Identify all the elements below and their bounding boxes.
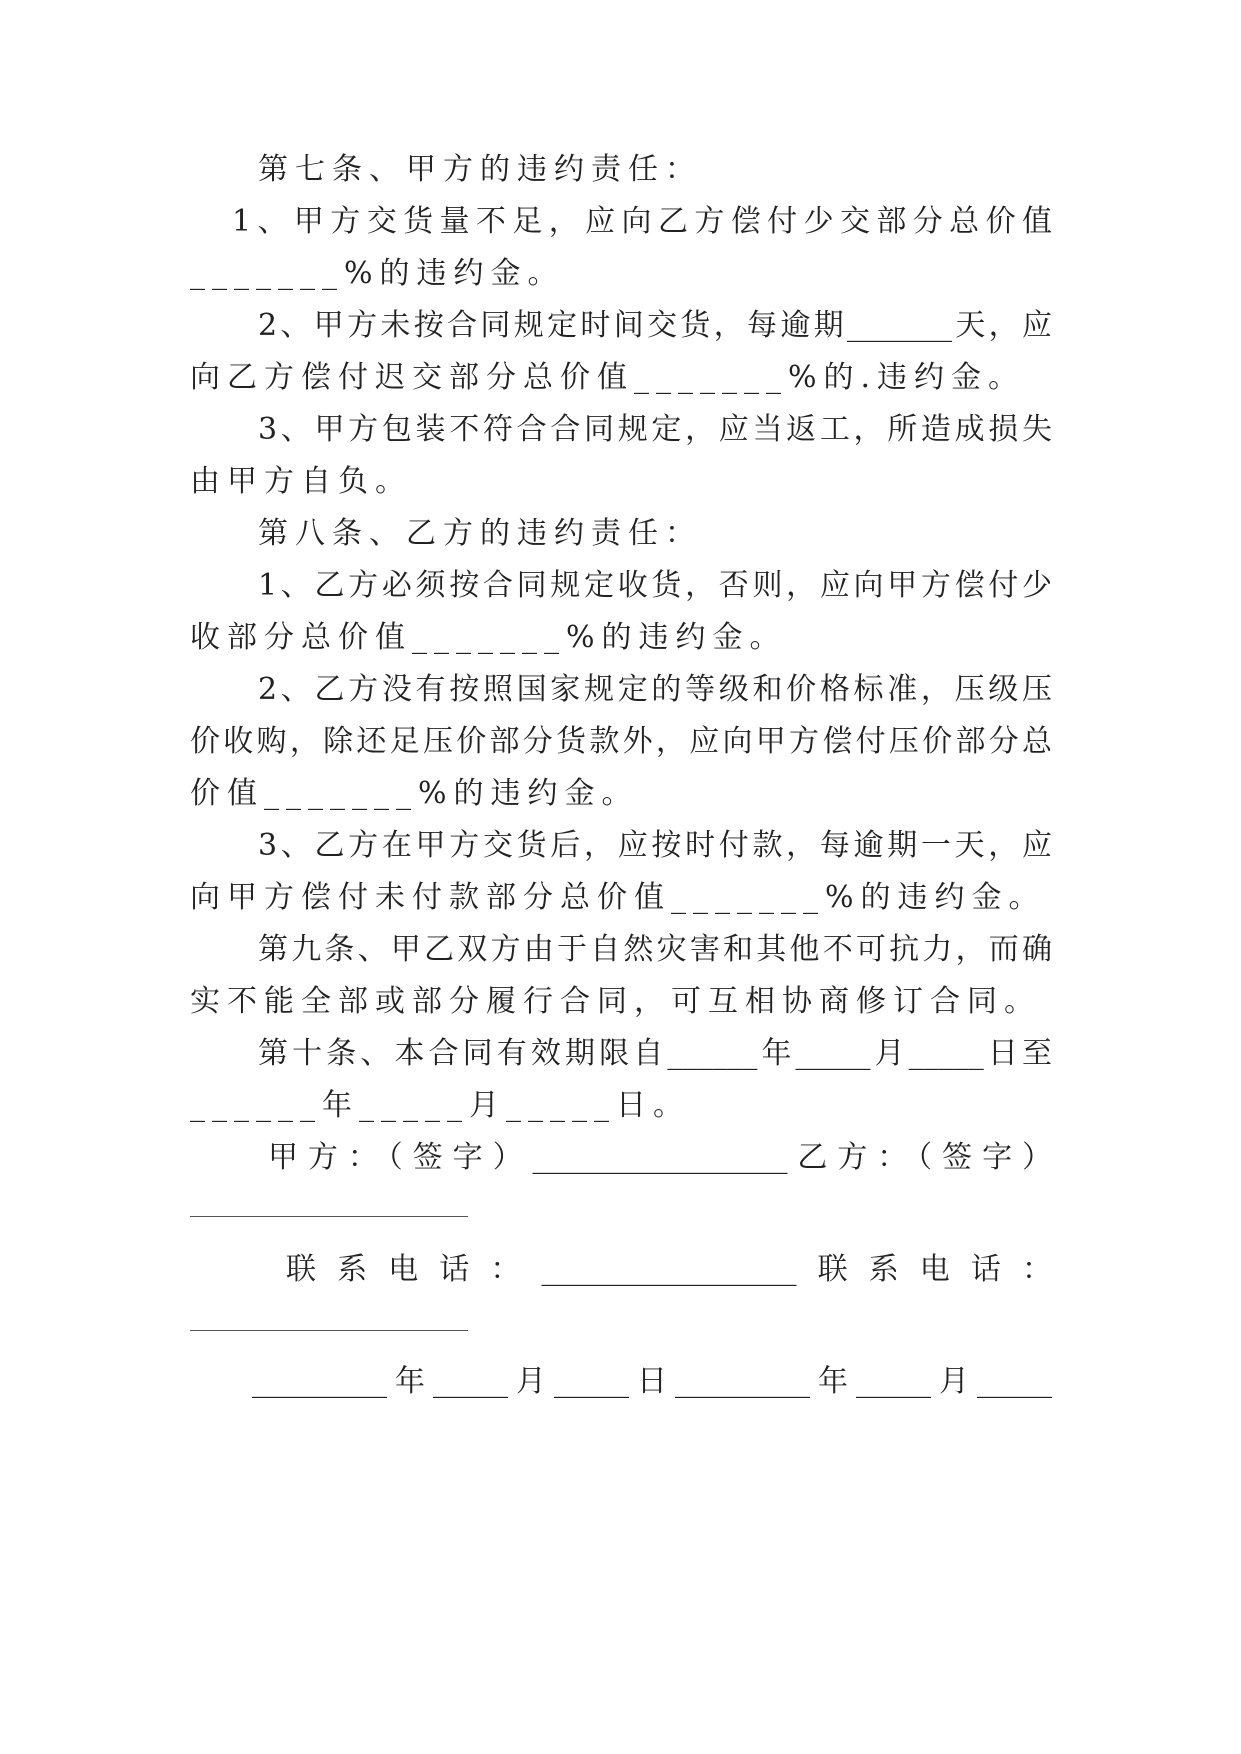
article-7-clause-1-cont: _______%的违约金。 xyxy=(190,256,565,291)
article-8-clause-1-cont: 收部分总价值_______%的违约金。 xyxy=(190,620,787,655)
article-8-clause-3-cont: 向甲方偿付未付款部分总价值_______%的违约金。 xyxy=(190,880,1046,915)
article-8-clause-3: 3、乙方在甲方交货后，应按时付款，每逾期一天，应 xyxy=(258,828,1052,863)
article-7-clause-3-cont: 由甲方自负。 xyxy=(190,464,412,499)
signature-blank-rule xyxy=(190,1216,468,1217)
article-7-heading: 第七条、甲方的违约责任： xyxy=(258,152,702,187)
article-8-clause-2: 2、乙方没有按照国家规定的等级和价格标准，压级压 xyxy=(258,672,1052,707)
article-10-paragraph: 第十条、本合同有效期限自______年_____月_____日至 xyxy=(258,1036,1052,1071)
article-8-clause-2-end: 价值_______%的违约金。 xyxy=(190,776,639,811)
article-8-heading: 第八条、乙方的违约责任： xyxy=(258,516,702,551)
article-8-clause-2-cont: 价收购，除还足压价部分货款外，应向甲方偿付压价部分总 xyxy=(190,724,1052,759)
phone-blank-rule xyxy=(190,1330,468,1331)
article-7-clause-2-cont: 向乙方偿付迟交部分总价值_______%的.违约金。 xyxy=(190,360,1026,395)
signature-line: 甲方：（签字）_________________乙方：（签字） xyxy=(268,1140,1052,1175)
article-8-clause-1: 1、乙方必须按合同规定收货，否则，应向甲方偿付少 xyxy=(258,568,1052,603)
article-10-paragraph-cont: ______年_____月_____日。 xyxy=(190,1088,690,1123)
date-line: _________年_____月_____日_________年_____月_____ xyxy=(252,1364,1052,1399)
article-9-paragraph-cont: 实不能全部或部分履行合同，可互相协商修订合同。 xyxy=(190,984,1041,1019)
article-7-clause-2: 2、甲方未按合同规定时间交货，每逾期_______天，应 xyxy=(258,308,1052,343)
article-7-clause-3: 3、甲方包装不符合合同规定，应当返工，所造成损失 xyxy=(258,412,1052,447)
phone-line: 联系电话：_________________联系电话： xyxy=(286,1252,1052,1287)
article-9-paragraph: 第九条、甲乙双方由于自然灾害和其他不可抗力，而确 xyxy=(258,932,1052,967)
article-7-clause-1: 1、甲方交货量不足，应向乙方偿付少交部分总价值 xyxy=(232,204,1052,239)
